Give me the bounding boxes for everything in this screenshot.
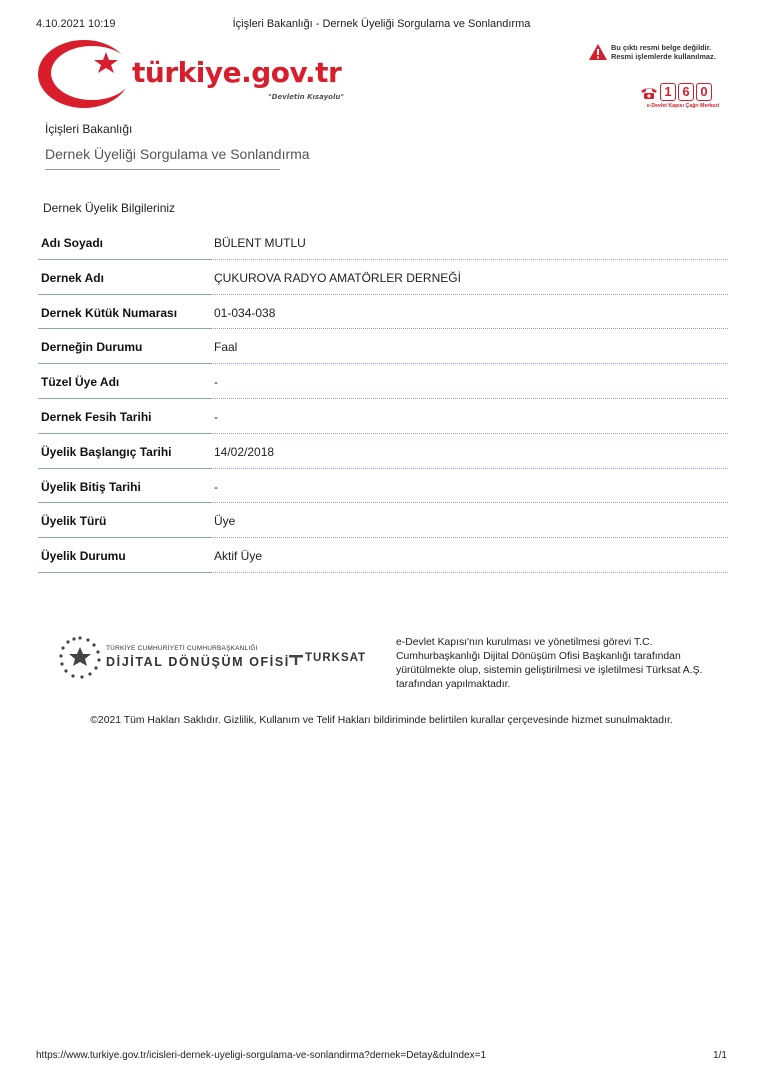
row-value: BÜLENT MUTLU [214, 236, 306, 250]
warning-line-1: Bu çıktı resmi belge değildir. [611, 43, 712, 52]
info-row-association-name [38, 260, 728, 295]
warning-icon [588, 43, 608, 61]
print-header [36, 18, 727, 32]
phone-icon [640, 86, 658, 100]
info-row-dissolution-date [38, 399, 728, 434]
turksat-wordmark: TURKSAT [305, 652, 367, 664]
row-label: Dernek Kütük Numarası [41, 305, 178, 320]
logo-wordmark: türkiye.gov.tr [132, 56, 342, 89]
call-digit: 6 [678, 83, 694, 101]
row-label: Derneğin Durumu [41, 340, 143, 355]
title-divider [45, 169, 280, 170]
row-label: Adı Soyadı [41, 236, 104, 250]
turksat-logo-icon [289, 653, 303, 665]
row-value: Aktif Üye [214, 549, 263, 564]
info-row-membership-status [38, 538, 728, 573]
row-value: - [214, 375, 218, 390]
call-center-number [660, 83, 712, 101]
call-center-badge [640, 83, 726, 111]
unofficial-document-warning [588, 43, 728, 63]
warning-line-2: Resmi işlemlerde kullanılmaz. [611, 52, 716, 61]
call-digit: 0 [696, 83, 712, 101]
info-row-membership-start-date [38, 434, 728, 469]
row-value: Üye [214, 514, 236, 529]
row-label: Üyelik Durumu [41, 549, 126, 564]
info-row-membership-type [38, 503, 728, 538]
ministry-name: İçişleri Bakanlığı [45, 122, 133, 136]
info-row-membership-end-date [38, 469, 728, 504]
row-label: Dernek Adı [41, 270, 104, 285]
logo-slogan: "Devletin Kısayolu" [268, 93, 344, 101]
copyright-notice: ©2021 Tüm Hakları Saklıdır. Gizlilik, Kullanım ve Telif Hakları bildiriminde belirtilen kurallar çerçevesinde hizmet sunulmaktadır. [90, 715, 673, 726]
info-row-registry-number [38, 295, 728, 330]
row-label: Tüzel Üye Adı [41, 375, 120, 390]
info-row-legal-member-name [38, 364, 728, 399]
row-label: Dernek Fesih Tarihi [41, 409, 152, 424]
row-divider [38, 572, 211, 573]
row-label: Üyelik Başlangıç Tarihi [41, 444, 172, 459]
info-row-association-status [38, 329, 728, 364]
turkiye-gov-logo[interactable] [36, 36, 346, 112]
call-center-caption: e-Devlet Kapısı Çağrı Merkezi [646, 103, 720, 109]
crescent-star-icon [36, 36, 136, 112]
footer-description: e-Devlet Kapısı'nın kurulması ve yönetilmesi görevi T.C. Cumhurbaşkanlığı Dijital Dönüşüm Ofisi Başkanlığı tarafından yürütülmekte olup, sistemin geliştirilmesi ve işletilmesi Türksat A.Ş. tarafından yapılmaktadır. [396, 637, 703, 690]
row-value: 14/02/2018 [214, 444, 275, 459]
row-label: Üyelik Bitiş Tarihi [41, 479, 141, 494]
page-url[interactable]: https://www.turkiye.gov.tr/icisleri-dernek-uyeligi-sorgulama-ve-sonlandirma?dernek=Detay&duIndex=1 [36, 1050, 487, 1061]
print-datetime: 4.10.2021 10:19 [36, 18, 116, 30]
row-value: - [214, 479, 218, 494]
row-value: 01-034-038 [214, 305, 276, 320]
info-row-full-name [38, 225, 728, 260]
row-label: Üyelik Türü [41, 514, 107, 529]
membership-info-table [38, 225, 728, 573]
footer-logos [58, 634, 378, 682]
presidency-emblem-icon [58, 634, 102, 680]
call-digit: 1 [660, 83, 676, 101]
section-title: Dernek Üyelik Bilgileriniz [43, 201, 176, 215]
row-value: - [214, 409, 218, 424]
print-document-title: İçişleri Bakanlığı - Dernek Üyeliği Sorgulama ve Sonlandırma [232, 18, 531, 30]
page-title: Dernek Üyeliği Sorgulama ve Sonlandırma [45, 146, 310, 162]
page-number: 1/1 [713, 1050, 727, 1061]
row-value: ÇUKUROVA RADYO AMATÖRLER DERNEĞİ [214, 270, 461, 285]
ddo-office-name: DİJİTAL DÖNÜŞÜM OFİSİ [106, 655, 290, 669]
ddo-institution-line: TÜRKİYE CUMHURİYETİ CUMHURBAŞKANLIĞI [106, 645, 258, 652]
row-value: Faal [214, 340, 238, 355]
